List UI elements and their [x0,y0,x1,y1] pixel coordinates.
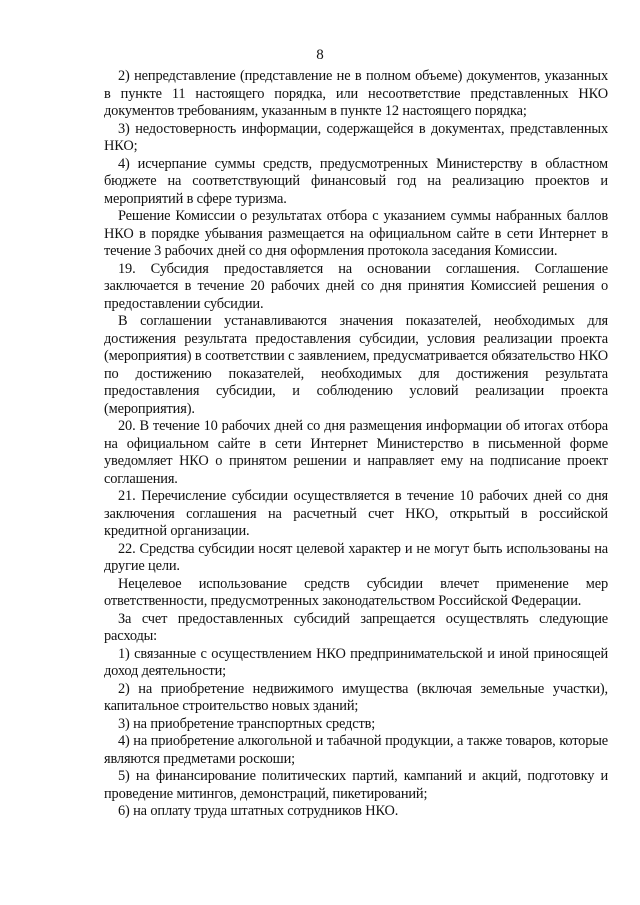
list-item-prohibited-1: 1) связанные с осуществлением НКО предпринимательской и иной приносящей доход деятельности; [104,645,608,679]
paragraph-misuse-liability: Нецелевое использование средств субсидии влечет применение мер ответственности, предусмотренных законодательством Российской Федерации. [104,575,608,609]
list-item-prohibited-4: 4) на приобретение алкогольной и табачной продукции, а также товаров, которые являются предметами роскоши; [104,733,608,767]
paragraph-clause-21: 21. Перечисление субсидии осуществляется в течение 10 рабочих дней со дня заключения соглашения на расчетный счет НКО, открытый в российской кредитной организации. [104,488,608,539]
paragraph-item-3-unreliability: 3) недостоверность информации, содержащейся в документах, представленных НКО; [104,120,608,154]
paragraph-item-2-nonsubmission: 2) непредставление (представление не в полном объеме) документов, указанных в пункте 11 настоящего порядка, или несоответствие представленных НКО документов требованиям, указанным в пункте 12 настоящего порядка; [104,68,608,119]
document-body [104,68,608,821]
paragraph-clause-22: 22. Средства субсидии носят целевой характер и не могут быть использованы на другие цели. [104,540,608,574]
paragraph-agreement-terms: В соглашении устанавливаются значения показателей, необходимых для достижения результата предоставления субсидии, условия реализации проекта (мероприятия) в соответствии с заявлением, предусматривается обязательство НКО по достижению показателей, необходимых для достижения результата предоставления субсидии, и соблюдению условий реализации проекта (мероприятия). [104,313,608,417]
paragraph-commission-decision: Решение Комиссии о результатах отбора с указанием суммы набранных баллов НКО в порядке убывания размещается на официальном сайте в сети Интернет в течение 3 рабочих дней со дня оформления протокола заседания Комиссии. [104,208,608,259]
list-item-prohibited-5: 5) на финансирование политических партий, кампаний и акций, подготовку и проведение митингов, демонстраций, пикетирований; [104,768,608,802]
list-item-prohibited-3: 3) на приобретение транспортных средств; [118,715,376,732]
paragraph-clause-20: 20. В течение 10 рабочих дней со дня размещения информации об итогах отбора на официальном сайте в сети Интернет Министерство в письменной форме уведомляет НКО о принятом решении и направляет ему на подписание проект соглашения. [104,418,608,487]
list-item-prohibited-2: 2) на приобретение недвижимого имущества (включая земельные участки), капитальное строительство новых зданий; [104,680,608,714]
list-item-prohibited-6: 6) на оплату труда штатных сотрудников НКО. [118,803,399,819]
page-number: 8 [316,47,324,63]
paragraph-clause-19: 19. Субсидия предоставляется на основании соглашения. Соглашение заключается в течение 20 рабочих дней со дня принятия Комиссией решения о предоставлении субсидии. [104,260,608,312]
paragraph-prohibited-expenses-intro: За счет предоставленных субсидий запрещается осуществлять следующие расходы: [104,610,608,644]
paragraph-item-4-funds-exhausted: 4) исчерпание суммы средств, предусмотренных Министерству в областном бюджете на соответствующий финансовый год на реализацию проектов и мероприятий в сфере туризма. [104,155,608,207]
